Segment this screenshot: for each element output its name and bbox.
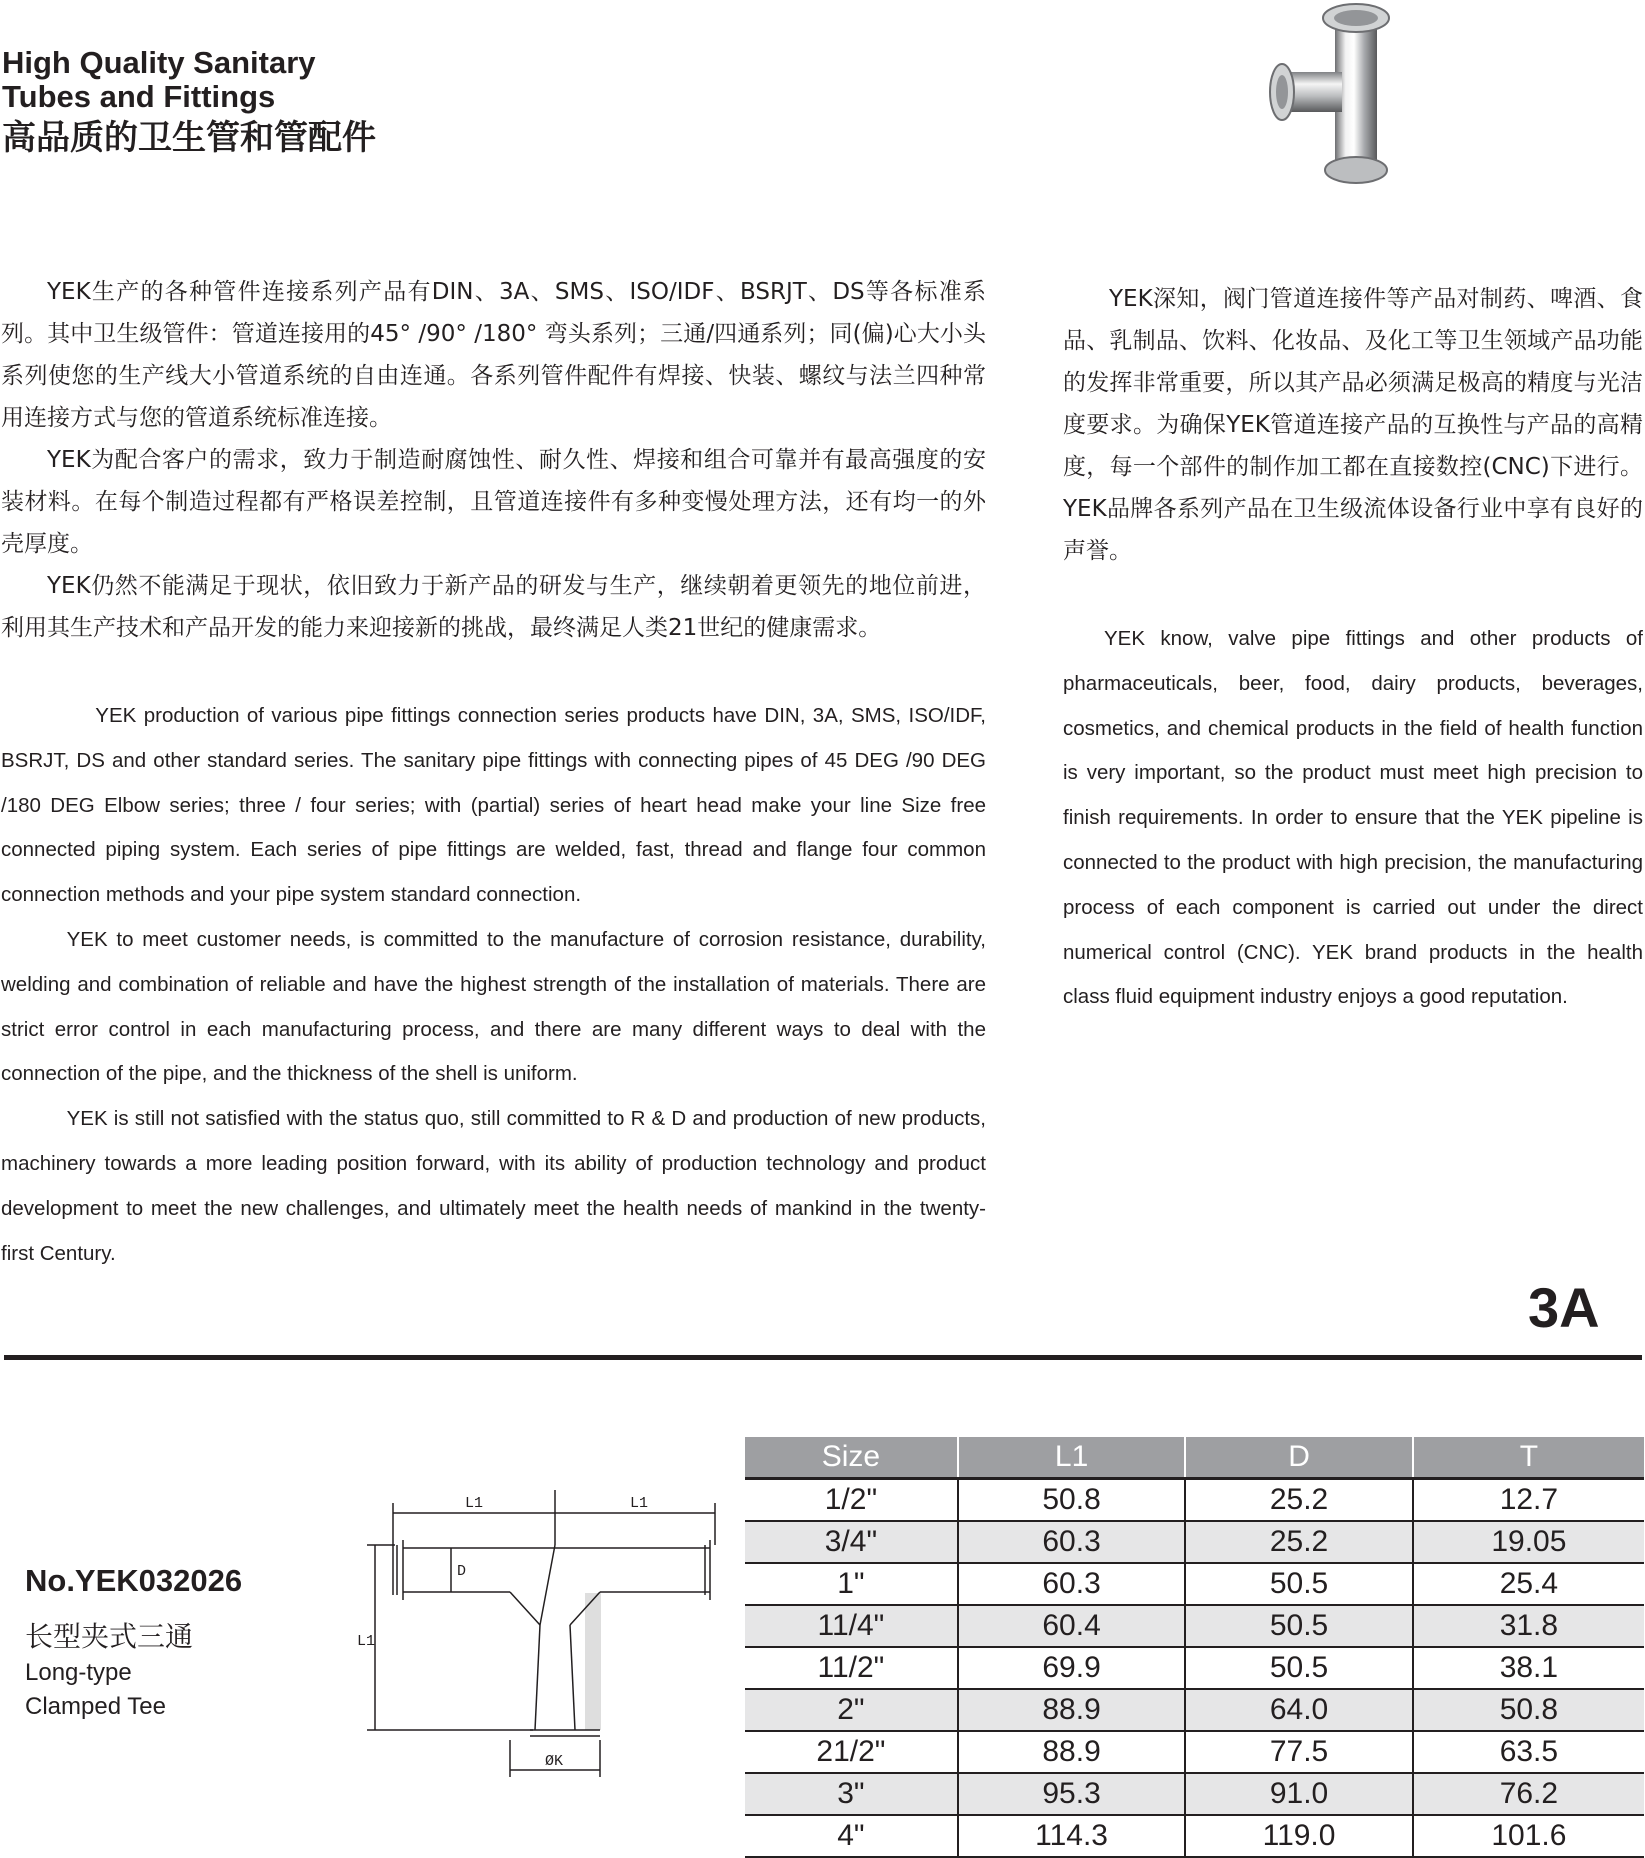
cell-t: 12.7 xyxy=(1413,1479,1644,1522)
table-row xyxy=(745,1605,1644,1647)
label-l1-left: L1 xyxy=(465,1495,484,1512)
intro-cn-para-1: YEK生产的各种管件连接系列产品有DIN、3A、SMS、ISO/IDF、BSRJT、DS等各标准系列。其中卫生级管件：管道连接用的45° /90° /180° 弯头系列；三通/四通系列；同(偏)心大小头系列使您的生产线大小管道系统的自由连通。各系列管件配件有焊接、快装、螺纹与法兰四种常用连接方式与您的管道系统标准连接。 xyxy=(1,279,986,431)
cell-t: 50.8 xyxy=(1413,1689,1644,1731)
label-d: D xyxy=(457,1563,467,1580)
cell-size: 11/2" xyxy=(745,1647,958,1689)
table-row xyxy=(745,1479,1644,1522)
intro-en-block xyxy=(1,694,986,1276)
cell-l1: 88.9 xyxy=(958,1689,1185,1731)
product-name-cn: 长型夹式三通 xyxy=(25,1620,194,1653)
table-row xyxy=(745,1689,1644,1731)
label-l1-side: L1 xyxy=(357,1633,376,1650)
title-en-line2: Tubes and Fittings xyxy=(2,79,276,114)
intro-cn-para-2: YEK为配合客户的需求，致力于制造耐腐蚀性、耐久性、焊接和组合可靠并有最高强度的安装材料。在每个制造过程都有严格误差控制，且管道连接件有多种变慢处理方法，还有均一的外壳厚度。 xyxy=(1,447,986,557)
label-k: ØK xyxy=(545,1753,564,1770)
right-cn-block xyxy=(1063,278,1643,572)
title-en xyxy=(2,46,316,114)
header-d: D xyxy=(1185,1437,1412,1479)
cell-t: 38.1 xyxy=(1413,1647,1644,1689)
cell-d: 50.5 xyxy=(1185,1605,1412,1647)
spec-table-header-row xyxy=(745,1437,1644,1479)
cell-t: 31.8 xyxy=(1413,1605,1644,1647)
right-cn-para: YEK深知，阀门管道连接件等产品对制药、啤酒、食品、乳制品、饮料、化妆品、及化工等卫生领域产品功能的发挥非常重要，所以其产品必须满足极高的精度与光洁度要求。为确保YEK管道连接产品的互换性与产品的高精度，每一个部件的制作加工都在直接数控(CNC)下进行。YEK品牌各系列产品在卫生级流体设备行业中享有良好的声誉。 xyxy=(1063,286,1643,564)
cell-l1: 60.3 xyxy=(958,1563,1185,1605)
product-name-en-line1: Long-type xyxy=(25,1659,132,1686)
tee-fitting-photo xyxy=(1260,0,1410,195)
table-row xyxy=(745,1815,1644,1857)
spec-table xyxy=(745,1437,1644,1858)
section-divider xyxy=(4,1355,1642,1360)
cell-size: 1/2" xyxy=(745,1479,958,1522)
cell-t: 19.05 xyxy=(1413,1521,1644,1563)
cell-l1: 60.3 xyxy=(958,1521,1185,1563)
label-l1-right: L1 xyxy=(630,1495,649,1512)
cell-d: 91.0 xyxy=(1185,1773,1412,1815)
table-row xyxy=(745,1647,1644,1689)
header-l1: L1 xyxy=(958,1437,1185,1479)
title-en-line1: High Quality Sanitary xyxy=(2,45,316,80)
table-row xyxy=(745,1521,1644,1563)
cell-l1: 69.9 xyxy=(958,1647,1185,1689)
table-row xyxy=(745,1731,1644,1773)
cell-size: 2" xyxy=(745,1689,958,1731)
header-t: T xyxy=(1413,1437,1644,1479)
title-cn: 高品质的卫生管和管配件 xyxy=(2,118,376,158)
cell-l1: 114.3 xyxy=(958,1815,1185,1857)
intro-en-para-3: YEK is still not satisfied with the status quo, still committed to R & D and production of new products, machinery towards a more leading position forward, with its ability of production technology and product development to meet the new challenges, and ultimately meet the health needs of mankind in the twenty-first Century. xyxy=(1,1107,986,1265)
header-size: Size xyxy=(745,1437,958,1479)
cell-size: 3" xyxy=(745,1773,958,1815)
table-row xyxy=(745,1563,1644,1605)
cell-size: 21/2" xyxy=(745,1731,958,1773)
cell-t: 101.6 xyxy=(1413,1815,1644,1857)
standard-label: 3A xyxy=(1528,1276,1600,1339)
right-en-para: YEK know, valve pipe fittings and other products of pharmaceuticals, beer, food, dairy products, beverages, cosmetics, and chemical products in the field of health function is very important, so the product must meet high precision to finish requirements. In order to ensure that the YEK pipeline is connected to the product with high precision, the manufacturing process of each component is carried out under the direct numerical control (CNC). YEK brand products in the health class fluid equipment industry enjoys a good reputation. xyxy=(1063,627,1643,1009)
product-number: No.YEK032026 xyxy=(25,1563,243,1598)
cell-size: 1" xyxy=(745,1563,958,1605)
cell-t: 76.2 xyxy=(1413,1773,1644,1815)
intro-cn-block xyxy=(1,271,986,649)
right-en-block xyxy=(1063,617,1643,1020)
cell-d: 77.5 xyxy=(1185,1731,1412,1773)
cell-d: 25.2 xyxy=(1185,1521,1412,1563)
cell-d: 64.0 xyxy=(1185,1689,1412,1731)
cell-t: 63.5 xyxy=(1413,1731,1644,1773)
tee-technical-drawing xyxy=(355,1485,725,1785)
table-row xyxy=(745,1773,1644,1815)
cell-t: 25.4 xyxy=(1413,1563,1644,1605)
intro-cn-para-3: YEK仍然不能满足于现状，依旧致力于新产品的研发与生产，继续朝着更领先的地位前进，利用其生产技术和产品开发的能力来迎接新的挑战，最终满足人类21世纪的健康需求。 xyxy=(1,573,986,641)
cell-size: 3/4" xyxy=(745,1521,958,1563)
cell-l1: 88.9 xyxy=(958,1731,1185,1773)
cell-d: 25.2 xyxy=(1185,1479,1412,1522)
cell-size: 11/4" xyxy=(745,1605,958,1647)
cell-d: 50.5 xyxy=(1185,1647,1412,1689)
cell-l1: 60.4 xyxy=(958,1605,1185,1647)
cell-d: 50.5 xyxy=(1185,1563,1412,1605)
intro-en-para-1: YEK production of various pipe fittings connection series products have DIN, 3A, SMS, ISO/IDF, BSRJT, DS and other standard series. The sanitary pipe fittings with connecting pipes of 45 DEG /90 DEG /180 DEG Elbow series; three / four series; with (partial) series of heart head make your line Size free connected piping system. Each series of pipe fittings are welded, fast, thread and flange four common connection methods and your pipe system standard connection. xyxy=(1,704,986,907)
product-name-en-line2: Clamped Tee xyxy=(25,1693,166,1720)
intro-en-para-2: YEK to meet customer needs, is committed to the manufacture of corrosion resistance, durability, welding and combination of reliable and have the highest strength of the installation of materials. There are strict error control in each manufacturing process, and there are many different ways to deal with the connection of the pipe, and the thickness of the shell is uniform. xyxy=(1,927,986,1086)
cell-d: 119.0 xyxy=(1185,1815,1412,1857)
product-name-en xyxy=(25,1656,166,1724)
cell-l1: 50.8 xyxy=(958,1479,1185,1522)
cell-size: 4" xyxy=(745,1815,958,1857)
cell-l1: 95.3 xyxy=(958,1773,1185,1815)
